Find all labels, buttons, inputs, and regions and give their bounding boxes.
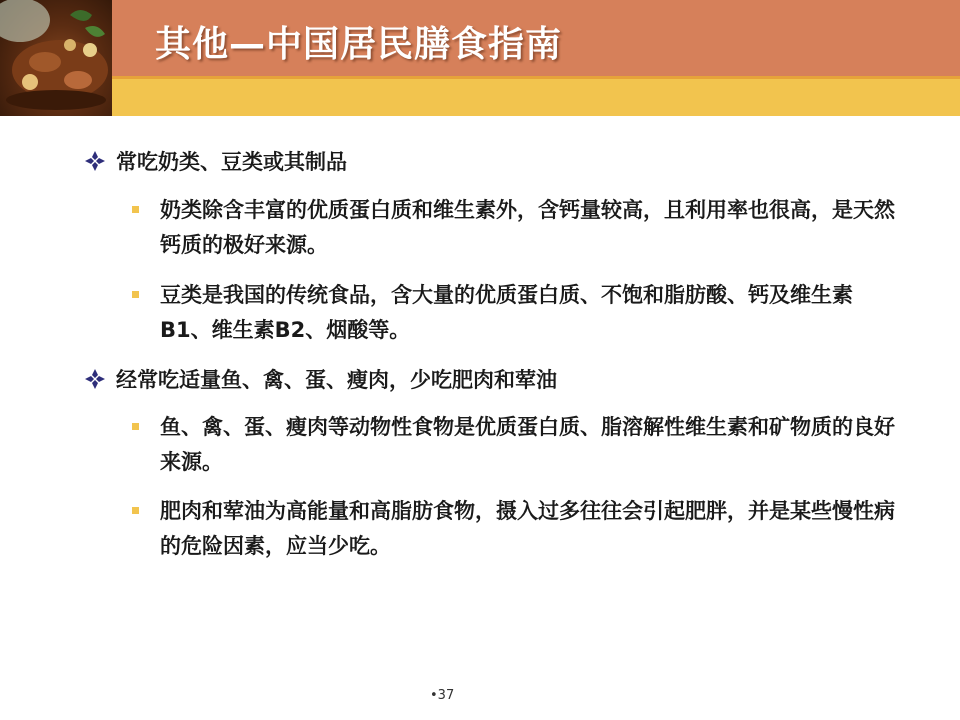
section-heading: 经常吃适量鱼、禽、蛋、瘦肉，少吃肥肉和荤油: [116, 368, 557, 392]
square-bullet-icon: [132, 423, 139, 430]
list-item: 奶类除含丰富的优质蛋白质和维生素外，含钙量较高，且利用率也很高，是天然钙质的极好来源。: [160, 198, 895, 257]
diamond-bullet-icon: [84, 150, 106, 172]
header-accent-band: [112, 76, 960, 116]
square-bullet-icon: [132, 291, 139, 298]
list-item: 豆类是我国的传统食品，含大量的优质蛋白质、不饱和脂肪酸、钙及维生素B1、维生素B2、烟酸等。: [160, 283, 853, 342]
list-item: 鱼、禽、蛋、瘦肉等动物性食物是优质蛋白质、脂溶解性维生素和矿物质的良好来源。: [160, 415, 895, 474]
food-photo: [0, 0, 112, 116]
list-item: 肥肉和荤油为高能量和高脂肪食物，摄入过多往往会引起肥胖，并是某些慢性病的危险因素，应当少吃。: [160, 499, 895, 558]
square-bullet-icon: [132, 507, 139, 514]
page-title: 其他—中国居民膳食指南: [155, 24, 563, 65]
square-bullet-icon: [132, 206, 139, 213]
section-heading: 常吃奶类、豆类或其制品: [116, 150, 347, 174]
page-number: •37: [430, 688, 455, 703]
diamond-bullet-icon: [84, 368, 106, 390]
